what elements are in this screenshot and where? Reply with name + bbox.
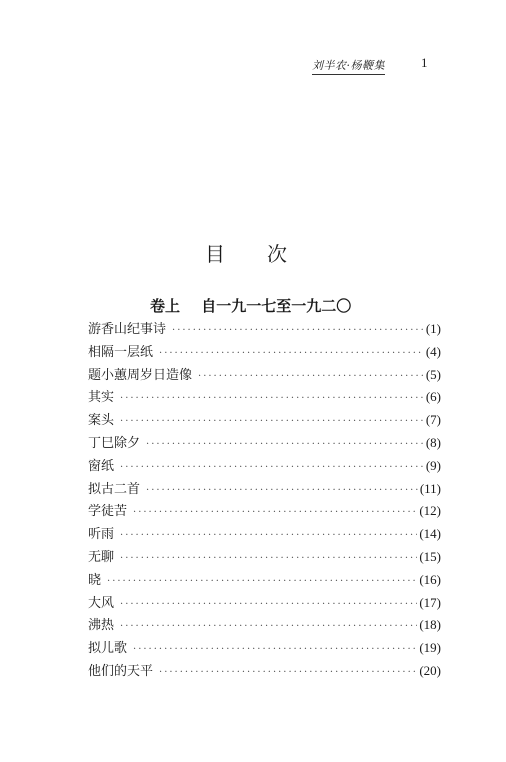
toc-entry-page: (8) [425, 434, 441, 450]
toc-entry[interactable] [88, 546, 441, 569]
toc-entry[interactable] [88, 592, 441, 615]
toc-entry[interactable] [88, 364, 441, 387]
volume-range: 自一九一七至一九二〇 [201, 297, 352, 315]
dot-leader [146, 480, 418, 503]
dot-leader [146, 434, 424, 457]
toc-entry[interactable] [88, 523, 441, 546]
toc-entry-page: (16) [419, 571, 441, 587]
volume-label: 卷上 [150, 297, 181, 315]
toc-entry-page: (14) [419, 526, 441, 542]
toc-entry-title: 学徒苦 [88, 504, 128, 520]
toc-entry-page: (4) [425, 343, 441, 359]
toc-entry-page: (6) [425, 389, 441, 405]
toc-entry-page: (20) [419, 662, 441, 678]
toc-entry[interactable] [88, 614, 441, 637]
toc-entry-page: (18) [419, 617, 441, 633]
dot-leader [159, 662, 417, 685]
toc-entry-page: (12) [419, 503, 441, 519]
toc-entry-page: (19) [419, 640, 441, 656]
toc-entry-title: 晓 [88, 572, 102, 588]
dot-leader [133, 502, 417, 525]
toc-entry-title: 拟儿歌 [88, 641, 128, 657]
toc-entry-title: 丁巳除夕 [88, 435, 141, 451]
dot-leader [120, 594, 417, 617]
toc-entry-title: 游香山纪事诗 [88, 322, 167, 337]
toc-entry[interactable] [88, 409, 441, 432]
toc-entry-page: (1) [425, 321, 441, 336]
toc-entry-page: (5) [425, 366, 441, 382]
running-header: 刘半农·杨鞭集 [312, 57, 385, 75]
toc-entry-title: 题小蕙周岁日造像 [88, 367, 193, 383]
toc-entry[interactable] [88, 432, 441, 455]
toc-entry[interactable] [88, 318, 441, 341]
toc-entry[interactable] [88, 386, 441, 409]
toc-entry-title: 窗纸 [88, 458, 115, 474]
toc-entry[interactable] [88, 660, 441, 683]
dot-leader [120, 411, 424, 434]
toc-entry[interactable] [88, 478, 441, 501]
toc-entry[interactable] [88, 455, 441, 478]
toc-entry-title: 听雨 [88, 527, 115, 543]
toc-entry-page: (17) [419, 594, 441, 610]
toc-entry-title: 大风 [88, 595, 115, 611]
toc-entry[interactable] [88, 500, 441, 523]
toc-list [88, 318, 441, 683]
dot-leader [120, 616, 417, 639]
volume-heading [150, 295, 351, 316]
toc-entry-page: (15) [419, 548, 441, 564]
toc-entry-title: 无聊 [88, 549, 115, 565]
toc-entry-title: 其实 [88, 390, 115, 406]
toc-entry-page: (7) [425, 412, 441, 428]
toc-entry[interactable] [88, 637, 441, 660]
toc-entry-title: 他们的天平 [88, 663, 154, 679]
dot-leader [107, 571, 417, 594]
dot-leader [120, 388, 424, 411]
toc-entry-title: 拟古二首 [88, 481, 141, 497]
toc-entry-title: 案头 [88, 413, 115, 429]
dot-leader [133, 639, 417, 662]
toc-entry[interactable] [88, 569, 441, 592]
page-number: 1 [421, 55, 428, 70]
dot-leader [120, 525, 417, 548]
toc-entry-page: (9) [425, 457, 441, 473]
toc-entry-title: 相隔一层纸 [88, 344, 154, 360]
dot-leader [120, 548, 417, 571]
dot-leader [159, 343, 424, 366]
dot-leader [198, 366, 424, 389]
toc-title: 目次 [205, 242, 329, 266]
toc-entry-title: 沸热 [88, 618, 115, 634]
dot-leader [172, 320, 424, 343]
toc-entry-page: (11) [419, 480, 441, 496]
toc-entry[interactable] [88, 341, 441, 364]
dot-leader [120, 457, 424, 480]
